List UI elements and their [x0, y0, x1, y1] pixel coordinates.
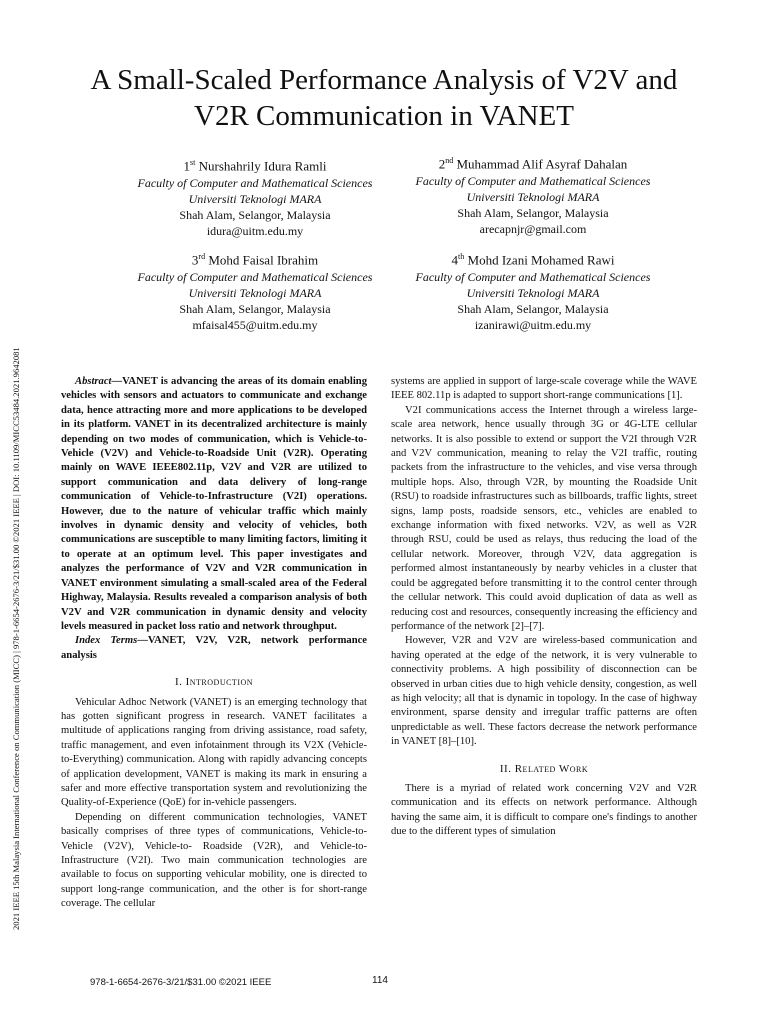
- right-paragraph-1: V2I communications access the Internet through a wireless large-scale area network, hence usually through 3G or 4G-LTE cellular networks. It is also possible to extend or support the V2I through V2R and V2V communication, meaning to relay the V2I traffic, routing packets from the infrastructure to the vehicles, and vise versa through multiple hops. Also, through V2R, by mounting the Roadside Unit (RSU) to roadside infrastructures such as billboards, traffic lights, street signs, lamp posts, roadside sensors, etc., vehicles are enabled to exchange information with fixed networks. V2V, as well as V2R through RSU, could be used as relays, thus reducing the load of the cellular network. Moreover, through V2V, data aggregation is performed almost instantaneously by nearby vehicles in a cluster that could be aggregated before transmitting it to the control center through the cellular network. This could avoid duplication of data as well as reducing cost and resources, consequently increasing the efficiency and performance of the network [2]–[7].: [391, 404, 697, 632]
- title-line-2: V2R Communication in VANET: [194, 100, 574, 132]
- author-2-name: Muhammad Alif Asyraf Dahalan: [456, 156, 628, 172]
- section-heading-introduction: I. Introduction: [174, 676, 254, 689]
- author-4-name: Mohd Izani Mohamed Rawi: [467, 252, 615, 268]
- side-doi-strip: [11, 160, 25, 930]
- footer-copyright: 978-1-6654-2676-3/21/$31.00 ©2021 IEEE: [90, 977, 272, 988]
- title-line-1: A Small-Scaled Performance Analysis of V2V and: [90, 64, 678, 96]
- author-2-email: arecapnjr@gmail.com: [479, 222, 587, 237]
- side-doi-text: 2021 IEEE 15th Malaysia International Conference on Communication (MICC) | 978-1-6654-2676-3/21/$31.00 ©2021 IEEE | DOI: 10.1109/MICC53484.2021.9642081: [11, 347, 21, 930]
- author-3-name: Mohd Faisal Ibrahim: [208, 252, 319, 268]
- abstract: Abstract—VANET is advancing the areas of its domain enabling vehicles with sensors and actuators to communicate and exchange data, hence attracting more and more applications to be developed in its platform. VANET in its decentralized architecture is mainly depending on two modes of communication, which is Vehicle-to-Vehicle (V2V) and Vehicle-to-Roadside Unit (V2R). Operating mainly on WAVE IEEE802.11p, V2V and V2R are utilized to support communication and data delivery of long-range communication of Vehicle-to-Infrastructure (V2I) operations. However, due to the nature of vehicular traffic which mainly involves in dynamic density and velocity of vehicles, both communications are susceptible to many limiting factors, limiting it to operate at an optimum level. This paper investigates and analyzes the performance of V2V and V2R communication in VANET environment simulating a small-scaled area of the Federal Highway, Malaysia. Results revealed a comparison analysis of both V2V and V2R communication in dynamic density and velocity levels measured in packet loss ratio and network throughput.: [61, 376, 367, 632]
- author-1: 1st Nurshahrily Idura Ramli Faculty of Computer and Mathematical Sciences Universiti Teknologi MARA Shah Alam, Selangor, Malaysia idura@uitm.edu.my: [105, 154, 405, 239]
- author-3-email: mfaisal455@uitm.edu.my: [192, 318, 318, 333]
- intro-paragraph-2: Depending on different communication technologies, VANET basically comprises of three types of communications, Vehicle-to-Vehicle (V2V), Vehicle-to- Roadside (V2R), and Vehicle-to-Infrastructure (V2I). Two main communication technologies are available to focus on supporting vehicular mobility, one is directed to support long-range communication, and the other is for short-range coverage. The cellular: [61, 811, 367, 910]
- section-heading-related-work: II. Related Work: [499, 762, 589, 775]
- author-1-email: idura@uitm.edu.my: [206, 224, 304, 239]
- left-column: [61, 375, 367, 912]
- paper-title: [40, 62, 728, 134]
- author-3: 3rd Mohd Faisal Ibrahim Faculty of Computer and Mathematical Sciences Universiti Teknologi MARA Shah Alam, Selangor, Malaysia mfaisal455@uitm.edu.my: [105, 248, 405, 333]
- right-paragraph-3: There is a myriad of related work concerning V2V and V2R communication and its effects on network performance. Although having the same aim, it is difficult to compare one's findings to another due to the different types of simulation: [391, 782, 697, 838]
- page-number: 114: [372, 975, 388, 986]
- author-4: 4th Mohd Izani Mohamed Rawi Faculty of Computer and Mathematical Sciences Universiti Teknologi MARA Shah Alam, Selangor, Malaysia izanirawi@uitm.edu.my: [383, 248, 683, 333]
- right-paragraph-2: However, V2R and V2V are wireless-based communication and having operated at the edge of the network, it is very vulnerable to connectivity problems. A high possibility of disconnection can be observed in urban cities due to high vehicle density, congestion, as well as high velocity; all that is dynamic in topology. In the case of highway environment, sparse density and irregular traffic patterns are often unpredictable as well. These factors decrease the network performance in VANET [8]–[10].: [391, 635, 697, 748]
- author-1-name: Nurshahrily Idura Ramli: [198, 158, 327, 174]
- intro-paragraph-1: Vehicular Adhoc Network (VANET) is an emerging technology that has gotten significant progress in research. VANET facilitates a multitude of applications ranging from driving assistance, road safety, traffic management, and even infotainment through its V2X (Vehicle-to-Everything) communication. Along with rapidly advancing concepts of application development, VANET is making its mark in ensuring a safer and more effective transportation system and revolutionizing the Quality-of-Experience (QoE) for in-vehicle passengers.: [61, 696, 367, 809]
- right-paragraph-0: systems are applied in support of large-scale coverage while the WAVE IEEE 802.11p is adapted to support short-range communications [1].: [391, 376, 697, 402]
- author-4-email: izanirawi@uitm.edu.my: [474, 318, 592, 333]
- index-terms: Index Terms—VANET, V2V, V2R, network performance analysis: [61, 635, 367, 661]
- author-2: 2nd Muhammad Alif Asyraf Dahalan Faculty of Computer and Mathematical Sciences Universiti Teknologi MARA Shah Alam, Selangor, Malaysia arecapnjr@gmail.com: [383, 152, 683, 237]
- right-column: [391, 375, 697, 840]
